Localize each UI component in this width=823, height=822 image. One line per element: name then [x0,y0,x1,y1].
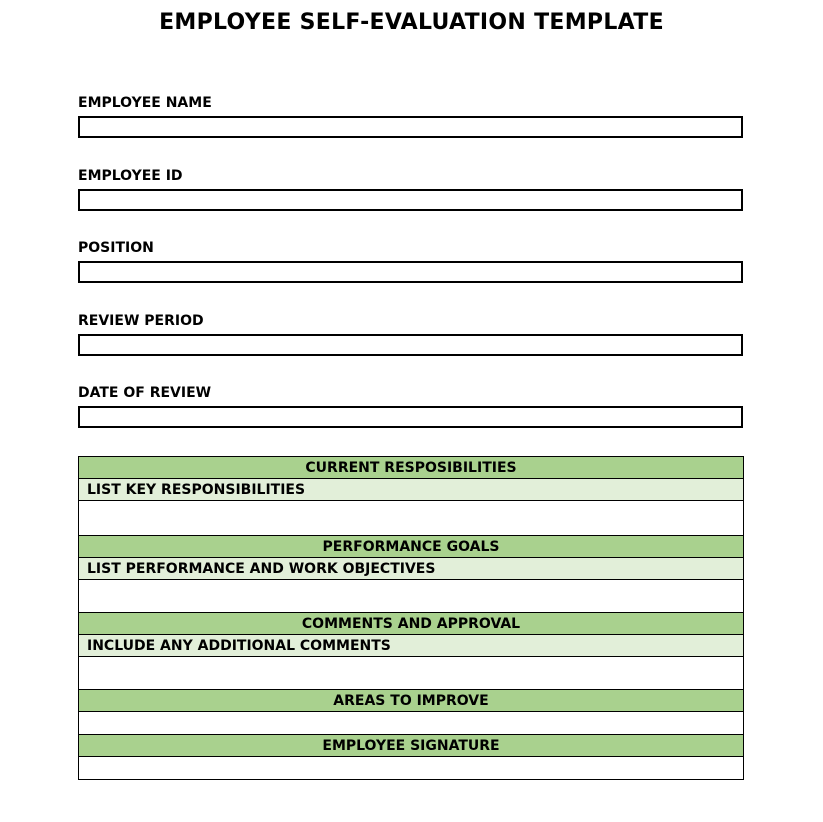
section-entry-row [79,580,744,613]
evaluation-sections-table [78,456,744,780]
comments-approval-header: COMMENTS AND APPROVAL [79,613,744,635]
review-period-input[interactable] [78,334,743,356]
position-label: POSITION [78,240,154,256]
section-header-row [79,690,744,712]
section-subheader-row [79,479,744,501]
employee-name-input[interactable] [78,116,743,138]
section-entry-row [79,501,744,536]
review-period-field [78,312,743,356]
areas-to-improve-entry[interactable] [79,712,744,735]
employee-id-label: EMPLOYEE ID [78,168,183,184]
performance-goals-subheader: LIST PERFORMANCE AND WORK OBJECTIVES [79,558,744,580]
section-header-row [79,613,744,635]
section-subheader-row [79,558,744,580]
employee-name-label: EMPLOYEE NAME [78,95,212,111]
section-header-row [79,735,744,757]
current-responsibilities-subheader: LIST KEY RESPONSIBILITIES [79,479,744,501]
section-entry-row [79,712,744,735]
section-subheader-row [79,635,744,657]
position-input[interactable] [78,261,743,283]
employee-signature-header: EMPLOYEE SIGNATURE [79,735,744,757]
areas-to-improve-header: AREAS TO IMPROVE [79,690,744,712]
section-header-row [79,536,744,558]
position-field [78,239,743,283]
employee-signature-entry[interactable] [79,757,744,780]
comments-approval-subheader: INCLUDE ANY ADDITIONAL COMMENTS [79,635,744,657]
date-of-review-input[interactable] [78,406,743,428]
section-header-row [79,457,744,479]
section-entry-row [79,657,744,690]
performance-goals-entry[interactable] [79,580,744,613]
current-responsibilities-entry[interactable] [79,501,744,536]
employee-name-field [78,94,743,138]
review-period-label: REVIEW PERIOD [78,313,204,329]
comments-approval-entry[interactable] [79,657,744,690]
employee-id-field [78,167,743,211]
date-of-review-field [78,384,743,428]
date-of-review-label: DATE OF REVIEW [78,385,212,401]
current-responsibilities-header: CURRENT RESPOSIBILITIES [79,457,744,479]
performance-goals-header: PERFORMANCE GOALS [79,536,744,558]
employee-id-input[interactable] [78,189,743,211]
section-entry-row [79,757,744,780]
page-title: EMPLOYEE SELF-EVALUATION TEMPLATE [159,10,664,35]
